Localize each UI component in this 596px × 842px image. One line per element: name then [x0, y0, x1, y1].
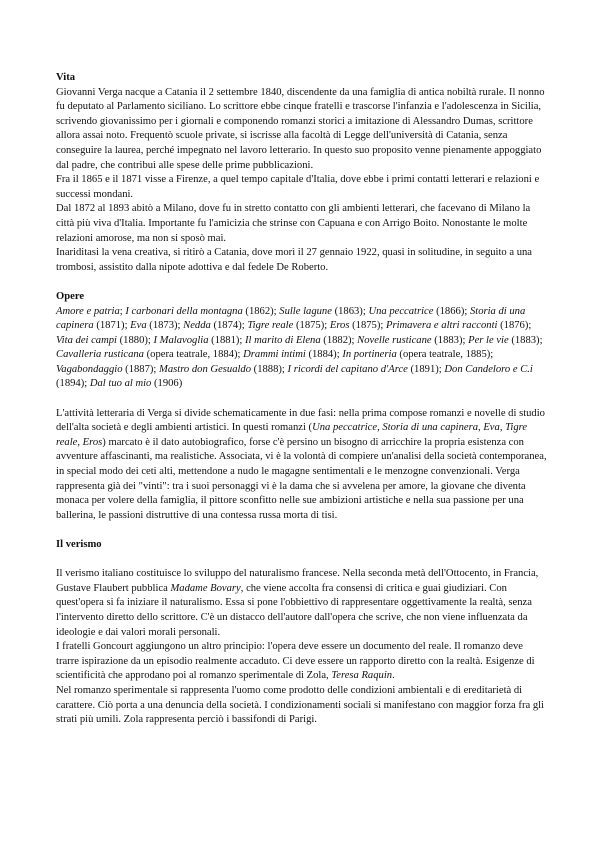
fasi-paragraph: [56, 407, 548, 524]
work-title: Vita dei campi: [56, 334, 117, 346]
section-title-opere: Opere: [56, 290, 85, 302]
work-detail: (1863);: [331, 305, 366, 317]
work-title: Mastro don Gesualdo: [159, 363, 252, 375]
verismo-text: .: [392, 670, 395, 682]
work-title: Novelle rusticane: [357, 334, 432, 346]
verismo-paragraph-1: [56, 567, 548, 640]
spacer: [56, 553, 548, 568]
work-detail: (1883);: [431, 334, 466, 346]
work-detail: (1891);: [407, 363, 442, 375]
fasi-text: L'attività letteraria di Verga si divide schematicamente in due fasi: nella prima compose romanzi e novelle di studio dell'alta società e degli ambienti artistici. In questi romanzi (: [56, 407, 545, 434]
work-detail: (opera teatrale, 1885);: [396, 349, 494, 361]
work-detail: (1873);: [146, 320, 181, 332]
work-title: Tigre reale: [247, 320, 294, 332]
work-title: Cavalleria rusticana: [56, 349, 144, 361]
work-title: Eros: [82, 436, 103, 448]
spacer: [56, 392, 548, 407]
work-title: In portineria: [342, 349, 397, 361]
vita-paragraph-3: Dal 1872 al 1893 abitò a Milano, dove fu in stretto contatto con gli ambienti letterari, che facevano di Milano la città più viva d'Italia. Importante fu l'amicizia che strinse con Capuana e con Arrigo Boito. Nonostante le molte relazioni amorose, ma non si sposò mai.: [56, 203, 531, 244]
work-title: Nedda: [183, 320, 211, 332]
work-detail: (1894);: [56, 378, 88, 390]
work-title: I ricordi del capitano d'Arce: [287, 363, 408, 375]
work-title: Tigre reale: [56, 422, 528, 448]
work-detail: (1876);: [497, 320, 532, 332]
work-detail: (1866);: [433, 305, 468, 317]
work-title: I carbonari della montagna: [125, 305, 243, 317]
work-title: Una peccatrice: [368, 305, 434, 317]
work-detail: (1906): [151, 378, 183, 390]
vita-paragraph-1: Giovanni Verga nacque a Catania il 2 settembre 1840, discendente da una famiglia di antica nobiltà rurale. Il nonno fu deputato al Parlamento siciliano. Lo scrittore ebbe cinque fratelli e trascorse l'infanzia e l'adolescenza in Sicilia, scrivendo giovanissimo per i giornali e componendo romanzi storici a imitazione di Alessandro Dumas, scrittore allora assai noto. Frequentò scuole private, si iscrisse alla facoltà di Legge dell'università di Catania, senza conseguire la laurea, perché impegnato nel lavoro letterario. In questo suo proposito venne pienamente appoggiato dal padre, che contribuì alle spese delle prime pubblicazioni.: [56, 86, 545, 171]
works-list: [56, 305, 548, 393]
work-detail: (1875);: [349, 320, 384, 332]
verismo-paragraph-2: [56, 640, 548, 684]
work-detail: (1862);: [242, 305, 277, 317]
work-detail: (1887);: [122, 363, 157, 375]
work-title: Storia di una capinera: [56, 305, 526, 332]
separator: ,: [377, 422, 383, 434]
work-detail: (opera teatrale, 1884);: [143, 349, 241, 361]
spacer: [56, 275, 548, 290]
separator: ,: [478, 422, 484, 434]
work-detail: (1883);: [508, 334, 543, 346]
spacer: [56, 523, 548, 538]
section-title-vita: Vita: [56, 72, 76, 83]
work-title: Madame Bovary: [170, 582, 241, 594]
work-title: Eva: [130, 320, 147, 332]
work-detail: (1880);: [117, 334, 151, 346]
work-title: Il marito di Elena: [245, 334, 321, 346]
verismo-text: , che viene accolta fra consensi di critica e guai giudiziari. Con quest'opera si fa iniziare il naturalismo. Essa si pone l'obbiettivo di rappresentare oggettivamente la realtà, senza l'intervento diretto dello scrittore. C'è un distacco dell'autore dall'opera che scrive, che non viene influenzata da ideologie e dai valori morali personali.: [56, 582, 532, 638]
document-page: [56, 71, 548, 728]
work-detail: (1875);: [293, 320, 328, 332]
work-title: Eva: [483, 422, 500, 434]
work-detail: (1884);: [305, 349, 340, 361]
separator: ,: [77, 436, 83, 448]
work-title: Storia di una capinera: [382, 422, 479, 434]
work-title: Amore e patria: [56, 305, 120, 317]
work-title: Vagabondaggio: [56, 363, 123, 375]
verismo-text: Il verismo italiano costituisce lo sviluppo del naturalismo francese. Nella seconda metà dell'Ottocento, in Francia, Gustave Flaubert pubblica: [56, 568, 539, 594]
work-title: I Malavoglia: [153, 334, 209, 346]
verismo-text: I fratelli Goncourt aggiungono un altro principio: l'opera deve essere un documento del reale. Il romanzo deve trarre ispirazione da un episodio realmente accaduto. Ci deve essere un rapporto diretto con la realtà. Esigenze di scientificità che approdano poi al romanzo sperimentale di Zola,: [56, 641, 535, 682]
work-title: Dal tuo al mio: [89, 378, 152, 390]
vita-paragraph-2: Fra il 1865 e il 1871 visse a Firenze, a quel tempo capitale d'Italia, dove ebbe i primi contatti letterari e relazioni e successi mondani.: [56, 174, 540, 200]
work-title: Una peccatrice: [312, 422, 378, 434]
separator: ,: [499, 422, 506, 434]
verismo-paragraph-3: Nel romanzo sperimentale si rappresenta l'uomo come prodotto delle condizioni ambientali e di ereditarietà di carattere. Ciò porta a una denuncia della società. I condizionamenti sociali si manifestano con maggior forza fra gli strati più umili. Zola rappresenta perciò i bassifondi di Parigi.: [56, 684, 545, 726]
work-title: Teresa Raquin: [331, 670, 393, 682]
work-detail: (1874);: [210, 320, 245, 332]
work-detail: (1881);: [208, 334, 243, 346]
work-title: Don Candeloro e C.i: [444, 363, 533, 375]
work-detail: (1882);: [320, 334, 355, 346]
fasi-text: ) marcato è il dato autobiografico, forse c'è persino un bisogno di arricchire la propria esistenza con avventure affascinanti, ma realistiche. Associata, vi è la volontà di compiere un'analisi della società contemporanea, in special modo dei ceti alti, mettendone a nudo le magagne sentimentali e le menzogne convenzionali. Verga rappresenta già dei "vinti": tra i suoi personaggi vi è la dama che si avvelena per amore, la giovane che diventa monaca per volere della famiglia, il pittore sconfitto nelle sue ambizioni artistiche e nella sua passione per una ballerina, le passioni distruttive di una contessa russa morta di tisi.: [56, 436, 547, 521]
work-title: Sulle lagune: [279, 305, 332, 317]
vita-paragraph-4: Inariditasi la vena creativa, si ritirò a Catania, dove morì il 27 gennaio 1922, quasi in solitudine, in seguito a una trombosi, assistito dalla nipote adottiva e dal fedele De Roberto.: [56, 247, 533, 273]
section-title-verismo: Il verismo: [56, 539, 102, 550]
work-title: Drammi intimi: [243, 349, 306, 361]
work-detail: (1888);: [251, 363, 285, 375]
work-detail: (1871);: [93, 320, 128, 332]
work-title: Primavera e altri racconti: [385, 320, 498, 332]
work-title: Eros: [329, 320, 350, 332]
work-detail: ;: [119, 305, 123, 317]
work-title: Per le vie: [468, 334, 509, 346]
